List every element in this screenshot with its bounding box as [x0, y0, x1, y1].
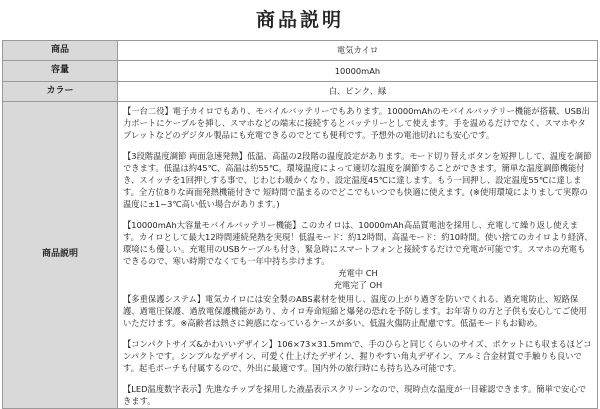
description-paragraph: 【LED温度数字表示】先進なチップを採用した液晶表示スクリーンなので、現時点な温度が一目確認できます。簡単で安心できます。 — [123, 384, 587, 407]
description-paragraph: 【多重保護システム】電気カイロには安全製のABS素材を使用し、温度の上がり過ぎを防いでくれる、過充電防止、短路保護、過電圧保護、過放電保護機能があり、カイロ寿命短縮と爆発の恐れを予防します。お年寄りの方と子供も安心してご使用いただけます。※高齢者は熱さに鈍感になっているケースが多い、低温火傷防止配慮です。低温モードもお勧め。 — [123, 294, 587, 329]
table-row — [3, 102, 598, 409]
row-label-color: カラー — [3, 82, 118, 102]
description-paragraph: 【コンパクトサイズ&かわいいデザイン】106×73×31.5mmで、手のひらと同じくらいのサイズ、ポケットにも収まるほどコンパクトです。シンプルなデザイン、可愛く仕上げたデザイン、握りやすい角丸デザイン、アルミ合金材質で手触りも良いです。起毛ポーチも付属するので、外出に最適です。国内外の旅行時にも持ち込み可能です。 — [123, 339, 592, 374]
description-paragraph: 【10000mAh大容量モバイルバッテリー機能】このカイロは、10000mAh高品質電池を採用し、充電して繰り返し使えます。カイロとして最大12時間連続発熱を実現！低温モード：約12時間、高温モード：約10時間。使い捨てのカイロより経済、環境にも優しい。充電用のUSBケーブルも付き、緊急時にスマートフォンと接続するだけで充電が可能です。スマホの充電もできるので、寒い時期でなくても一年中持ち歩けます。 — [123, 220, 593, 267]
description-body — [123, 105, 593, 408]
description-paragraph: 【一台二役】電子カイロでもあり、モバイルバッテリーでもあります。10000mAhのモバイルバッテリー機能が搭載、USB出力ポートにケーブルを挿し、スマホなどの端末に接続するとバッテリーとして使えます。手を温めるだけでなく、スマホやタブレットなどのデジタル製品にも充電できるのでとても便利です。予想外の電池切れにも安心です。 — [123, 106, 590, 141]
row-value-capacity: 10000mAh — [118, 61, 598, 82]
table-row — [3, 41, 598, 61]
description-cell — [118, 102, 598, 409]
row-value-product: 電気カイロ — [118, 41, 598, 61]
row-label-product: 商品 — [3, 41, 118, 61]
row-label-capacity: 容量 — [3, 61, 118, 82]
table-row — [3, 61, 598, 82]
row-value-color: 白、ピンク、緑 — [118, 82, 598, 102]
description-paragraph: 【3段階温度調節 両面急速発熱】低温、高温の2段階の温度設定があります。モード切り替えボタンを短押しして、温度を調節できます。低温は約45℃、高温は約55℃。環境温度によって適切な温度を調節することができます。簡単な温度調節機能付き、スイッチを1回押しする事で、じわじわ暖かくなり、設定温度45℃に達します。もう一回押し、設定温度55℃に達します。全方位8りな両面発熱機能付きで 短時間で温まるのでどこでもいつでも快適に使えます。(※使用環境によりまして実際の温度に±1~3℃高い低い場合があります。) — [123, 151, 592, 210]
charge-status-line: 充電完了 OH — [333, 280, 383, 291]
table-row — [3, 82, 598, 102]
product-spec-table — [2, 40, 598, 409]
row-label-description: 商品説明 — [3, 102, 118, 409]
page-title: 商品説明 — [255, 9, 344, 31]
charge-status-line: 充電中 CH — [338, 268, 378, 279]
